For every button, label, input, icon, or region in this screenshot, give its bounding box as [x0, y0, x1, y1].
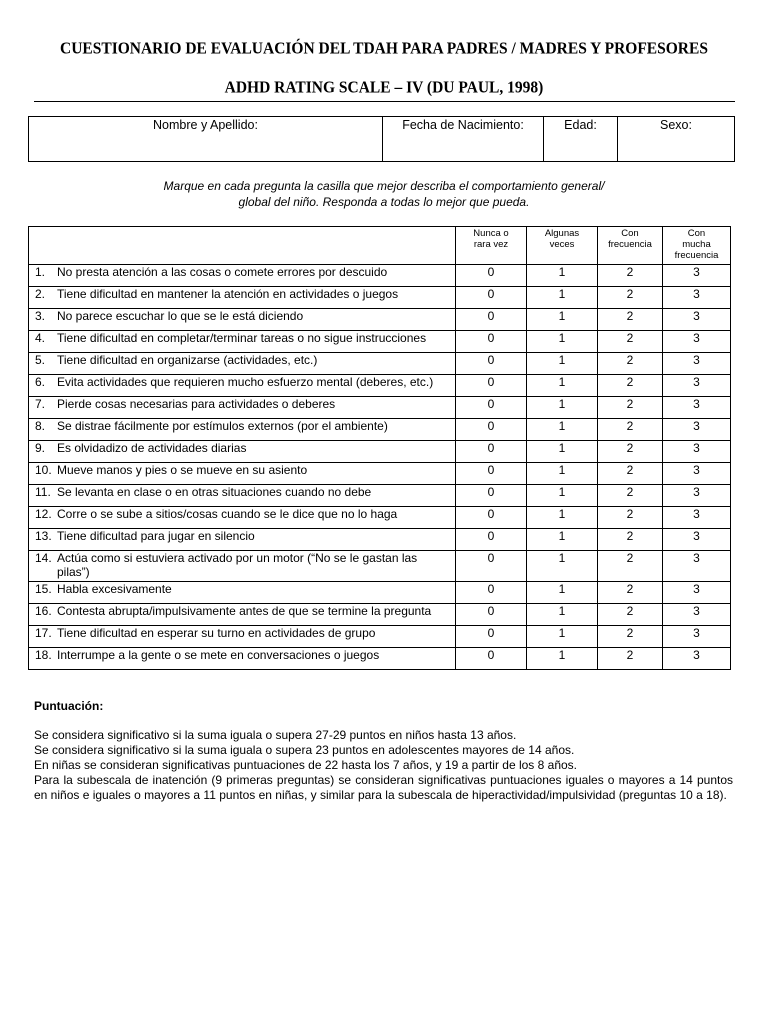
rating-option-3[interactable]: 3 [663, 626, 731, 648]
question-number: 8. [35, 419, 46, 433]
question-text-cell [29, 463, 456, 485]
rating-option-0[interactable]: 0 [456, 507, 527, 529]
scoring-title: Puntuación: [34, 699, 104, 713]
birthdate-field[interactable] [383, 117, 544, 162]
personal-info-table [28, 116, 735, 162]
rating-option-0[interactable]: 0 [456, 353, 527, 375]
question-text-cell [29, 441, 456, 463]
question-number: 10. [35, 463, 52, 477]
question-number: 9. [35, 441, 46, 455]
rating-option-0[interactable]: 0 [456, 626, 527, 648]
question-number: 6. [35, 375, 46, 389]
question-text: Mueve manos y pies o se mueve en su asiento [57, 463, 308, 477]
rating-option-0[interactable]: 0 [456, 582, 527, 604]
question-text: Tiene dificultad en completar/terminar tareas o no sigue instrucciones [57, 331, 427, 345]
header-never: Nunca o rara vez [456, 227, 527, 265]
rating-option-3[interactable]: 3 [663, 397, 731, 419]
instructions [0, 178, 768, 210]
question-number: 13. [35, 529, 52, 543]
rating-option-0[interactable]: 0 [456, 463, 527, 485]
question-number: 4. [35, 331, 46, 345]
question-text: Contesta abrupta/impulsivamente antes de que se termine la pregunta [57, 604, 432, 618]
scoring-line: En niñas se consideran significativas puntuaciones de 22 hasta los 7 años, y 19 a partir de los 8 años. [34, 758, 578, 772]
scale-header-row [29, 227, 731, 265]
question-row [29, 265, 731, 287]
rating-option-1[interactable]: 1 [527, 604, 598, 626]
question-text-cell [29, 419, 456, 441]
rating-option-3[interactable]: 3 [663, 529, 731, 551]
question-text: Se distrae fácilmente por estímulos externos (por el ambiente) [57, 419, 388, 433]
question-number: 11. [35, 485, 51, 499]
rating-option-3[interactable]: 3 [663, 419, 731, 441]
question-text-cell [29, 648, 456, 670]
scoring-body [34, 728, 733, 803]
rating-option-0[interactable]: 0 [456, 529, 527, 551]
question-text-cell [29, 309, 456, 331]
question-number: 3. [35, 309, 46, 323]
rating-option-3[interactable]: 3 [663, 507, 731, 529]
question-number: 12. [35, 507, 52, 521]
rating-option-0[interactable]: 0 [456, 485, 527, 507]
rating-option-3[interactable]: 3 [663, 331, 731, 353]
rating-option-2[interactable]: 2 [598, 287, 663, 309]
question-text-cell [29, 529, 456, 551]
rating-option-0[interactable]: 0 [456, 397, 527, 419]
question-text: Evita actividades que requieren mucho esfuerzo mental (deberes, etc.) [57, 375, 434, 389]
question-text: Tiene dificultad en esperar su turno en actividades de grupo [57, 626, 376, 640]
rating-option-1[interactable]: 1 [527, 419, 598, 441]
rating-option-2[interactable]: 2 [598, 265, 663, 287]
question-text-cell [29, 626, 456, 648]
rating-option-0[interactable]: 0 [456, 441, 527, 463]
rating-option-3[interactable]: 3 [663, 375, 731, 397]
question-text: Corre o se sube a sitios/cosas cuando se le dice que no lo haga [57, 507, 398, 521]
question-row [29, 529, 731, 551]
sex-label: Sexo: [660, 118, 692, 132]
question-text: No presta atención a las cosas o comete errores por descuido [57, 265, 388, 279]
rating-option-0[interactable]: 0 [456, 265, 527, 287]
age-field[interactable] [544, 117, 618, 162]
title-divider [34, 101, 735, 102]
name-label: Nombre y Apellido: [153, 118, 258, 132]
rating-option-1[interactable]: 1 [527, 397, 598, 419]
rating-option-2[interactable]: 2 [598, 309, 663, 331]
instructions-line-1: Marque en cada pregunta la casilla que mejor describa el comportamiento general/ [163, 179, 605, 193]
document-subtitle: ADHD RATING SCALE – IV (DU PAUL, 1998) [224, 77, 544, 97]
question-row [29, 604, 731, 626]
rating-option-1[interactable]: 1 [527, 507, 598, 529]
rating-option-2[interactable]: 2 [598, 419, 663, 441]
sex-field[interactable] [618, 117, 735, 162]
rating-option-2[interactable]: 2 [598, 331, 663, 353]
rating-option-0[interactable]: 0 [456, 604, 527, 626]
rating-option-2[interactable]: 2 [598, 648, 663, 670]
question-number: 1. [35, 265, 46, 279]
header-often: Con frecuencia [598, 227, 663, 265]
rating-option-3[interactable]: 3 [663, 582, 731, 604]
rating-option-1[interactable]: 1 [527, 582, 598, 604]
question-text: Interrumpe a la gente o se mete en conversaciones o juegos [57, 648, 380, 662]
rating-option-0[interactable]: 0 [456, 551, 527, 582]
rating-option-2[interactable]: 2 [598, 397, 663, 419]
rating-option-1[interactable]: 1 [527, 463, 598, 485]
question-text: Tiene dificultad en mantener la atención en actividades o juegos [57, 287, 399, 301]
rating-option-2[interactable]: 2 [598, 441, 663, 463]
question-row [29, 419, 731, 441]
question-text-cell [29, 331, 456, 353]
question-row [29, 551, 731, 582]
question-row [29, 287, 731, 309]
question-row [29, 331, 731, 353]
question-text: Habla excesivamente [57, 582, 172, 596]
rating-option-1[interactable]: 1 [527, 375, 598, 397]
scoring-line: Se considera significativo si la suma iguala o supera 23 puntos en adolescentes mayores de 14 años. [34, 743, 575, 757]
rating-option-2[interactable]: 2 [598, 604, 663, 626]
rating-option-1[interactable]: 1 [527, 626, 598, 648]
question-text-cell [29, 485, 456, 507]
question-text-cell [29, 397, 456, 419]
question-text-cell [29, 582, 456, 604]
header-blank-cell [29, 227, 456, 265]
rating-scale-table [28, 226, 731, 670]
question-row [29, 309, 731, 331]
rating-option-3[interactable]: 3 [663, 265, 731, 287]
question-text: Actúa como si estuviera activado por un motor (“No se le gastan las [57, 551, 418, 565]
question-number: 15. [35, 582, 52, 596]
question-text-cell [29, 507, 456, 529]
rating-option-1[interactable]: 1 [527, 648, 598, 670]
question-row [29, 485, 731, 507]
rating-option-0[interactable]: 0 [456, 648, 527, 670]
instructions-line-2: global del niño. Responda a todas lo mejor que pueda. [238, 195, 530, 209]
rating-option-1[interactable]: 1 [527, 353, 598, 375]
rating-option-1[interactable]: 1 [527, 265, 598, 287]
rating-option-0[interactable]: 0 [456, 375, 527, 397]
question-text-cell [29, 375, 456, 397]
rating-option-3[interactable]: 3 [663, 648, 731, 670]
question-text: Es olvidadizo de actividades diarias [57, 441, 247, 455]
scoring-line: Se considera significativo si la suma iguala o supera 27-29 puntos en niños hasta 13 años. [34, 728, 517, 742]
rating-option-3[interactable]: 3 [663, 551, 731, 582]
question-number: 17. [35, 626, 52, 640]
rating-option-3[interactable]: 3 [663, 287, 731, 309]
rating-option-1[interactable]: 1 [527, 331, 598, 353]
name-field[interactable] [29, 117, 383, 162]
header-sometimes: Algunas veces [527, 227, 598, 265]
rating-option-3[interactable]: 3 [663, 309, 731, 331]
question-row [29, 353, 731, 375]
question-row [29, 648, 731, 670]
question-number: 18. [35, 648, 52, 662]
rating-option-2[interactable]: 2 [598, 529, 663, 551]
question-number: 2. [35, 287, 46, 301]
rating-option-2[interactable]: 2 [598, 485, 663, 507]
header-very-often: Con mucha frecuencia [663, 227, 731, 265]
rating-option-2[interactable]: 2 [598, 626, 663, 648]
rating-option-0[interactable]: 0 [456, 331, 527, 353]
rating-option-3[interactable]: 3 [663, 485, 731, 507]
document-title: CUESTIONARIO DE EVALUACIÓN DEL TDAH PARA PADRES / MADRES Y PROFESORES [60, 38, 708, 58]
question-row [29, 375, 731, 397]
question-row [29, 626, 731, 648]
rating-option-0[interactable]: 0 [456, 419, 527, 441]
rating-option-1[interactable]: 1 [527, 287, 598, 309]
rating-option-1[interactable]: 1 [527, 485, 598, 507]
rating-option-0[interactable]: 0 [456, 309, 527, 331]
rating-option-2[interactable]: 2 [598, 551, 663, 582]
question-row [29, 397, 731, 419]
rating-option-3[interactable]: 3 [663, 441, 731, 463]
rating-option-3[interactable]: 3 [663, 463, 731, 485]
rating-option-2[interactable]: 2 [598, 353, 663, 375]
question-row [29, 463, 731, 485]
rating-option-2[interactable]: 2 [598, 463, 663, 485]
question-text: No parece escuchar lo que se le está diciendo [57, 309, 304, 323]
rating-option-1[interactable]: 1 [527, 551, 598, 582]
question-number: 16. [35, 604, 52, 618]
rating-option-3[interactable]: 3 [663, 353, 731, 375]
question-text-cell [29, 604, 456, 626]
question-text-cell [29, 287, 456, 309]
question-text-cell [29, 551, 456, 582]
scoring-line: Para la subescala de inatención (9 primeras preguntas) se consideran significativas puntuaciones iguales o mayores a 14 puntos en niños e iguales o mayores a 11 puntos en niñas, y similar para la subescala de hiperactividad/impulsividad (preguntas 10 a 18). [34, 773, 733, 802]
question-number: 7. [35, 397, 46, 411]
question-row [29, 582, 731, 604]
question-row [29, 441, 731, 463]
question-number: 14. [35, 551, 52, 565]
rating-option-1[interactable]: 1 [527, 309, 598, 331]
question-text-cell [29, 265, 456, 287]
rating-option-0[interactable]: 0 [456, 287, 527, 309]
rating-option-1[interactable]: 1 [527, 441, 598, 463]
rating-option-1[interactable]: 1 [527, 529, 598, 551]
question-text: Tiene dificultad para jugar en silencio [57, 529, 255, 543]
question-row [29, 507, 731, 529]
question-text: Pierde cosas necesarias para actividades o deberes [57, 397, 336, 411]
question-text-cell [29, 353, 456, 375]
birthdate-label: Fecha de Nacimiento: [402, 118, 524, 132]
rating-option-2[interactable]: 2 [598, 507, 663, 529]
rating-option-2[interactable]: 2 [598, 375, 663, 397]
rating-option-2[interactable]: 2 [598, 582, 663, 604]
question-number: 5. [35, 353, 46, 367]
question-text: Tiene dificultad en organizarse (actividades, etc.) [57, 353, 318, 367]
age-label: Edad: [564, 118, 597, 132]
question-text-continuation: pilas”) [57, 565, 90, 579]
question-text: Se levanta en clase o en otras situaciones cuando no debe [57, 485, 372, 499]
rating-option-3[interactable]: 3 [663, 604, 731, 626]
